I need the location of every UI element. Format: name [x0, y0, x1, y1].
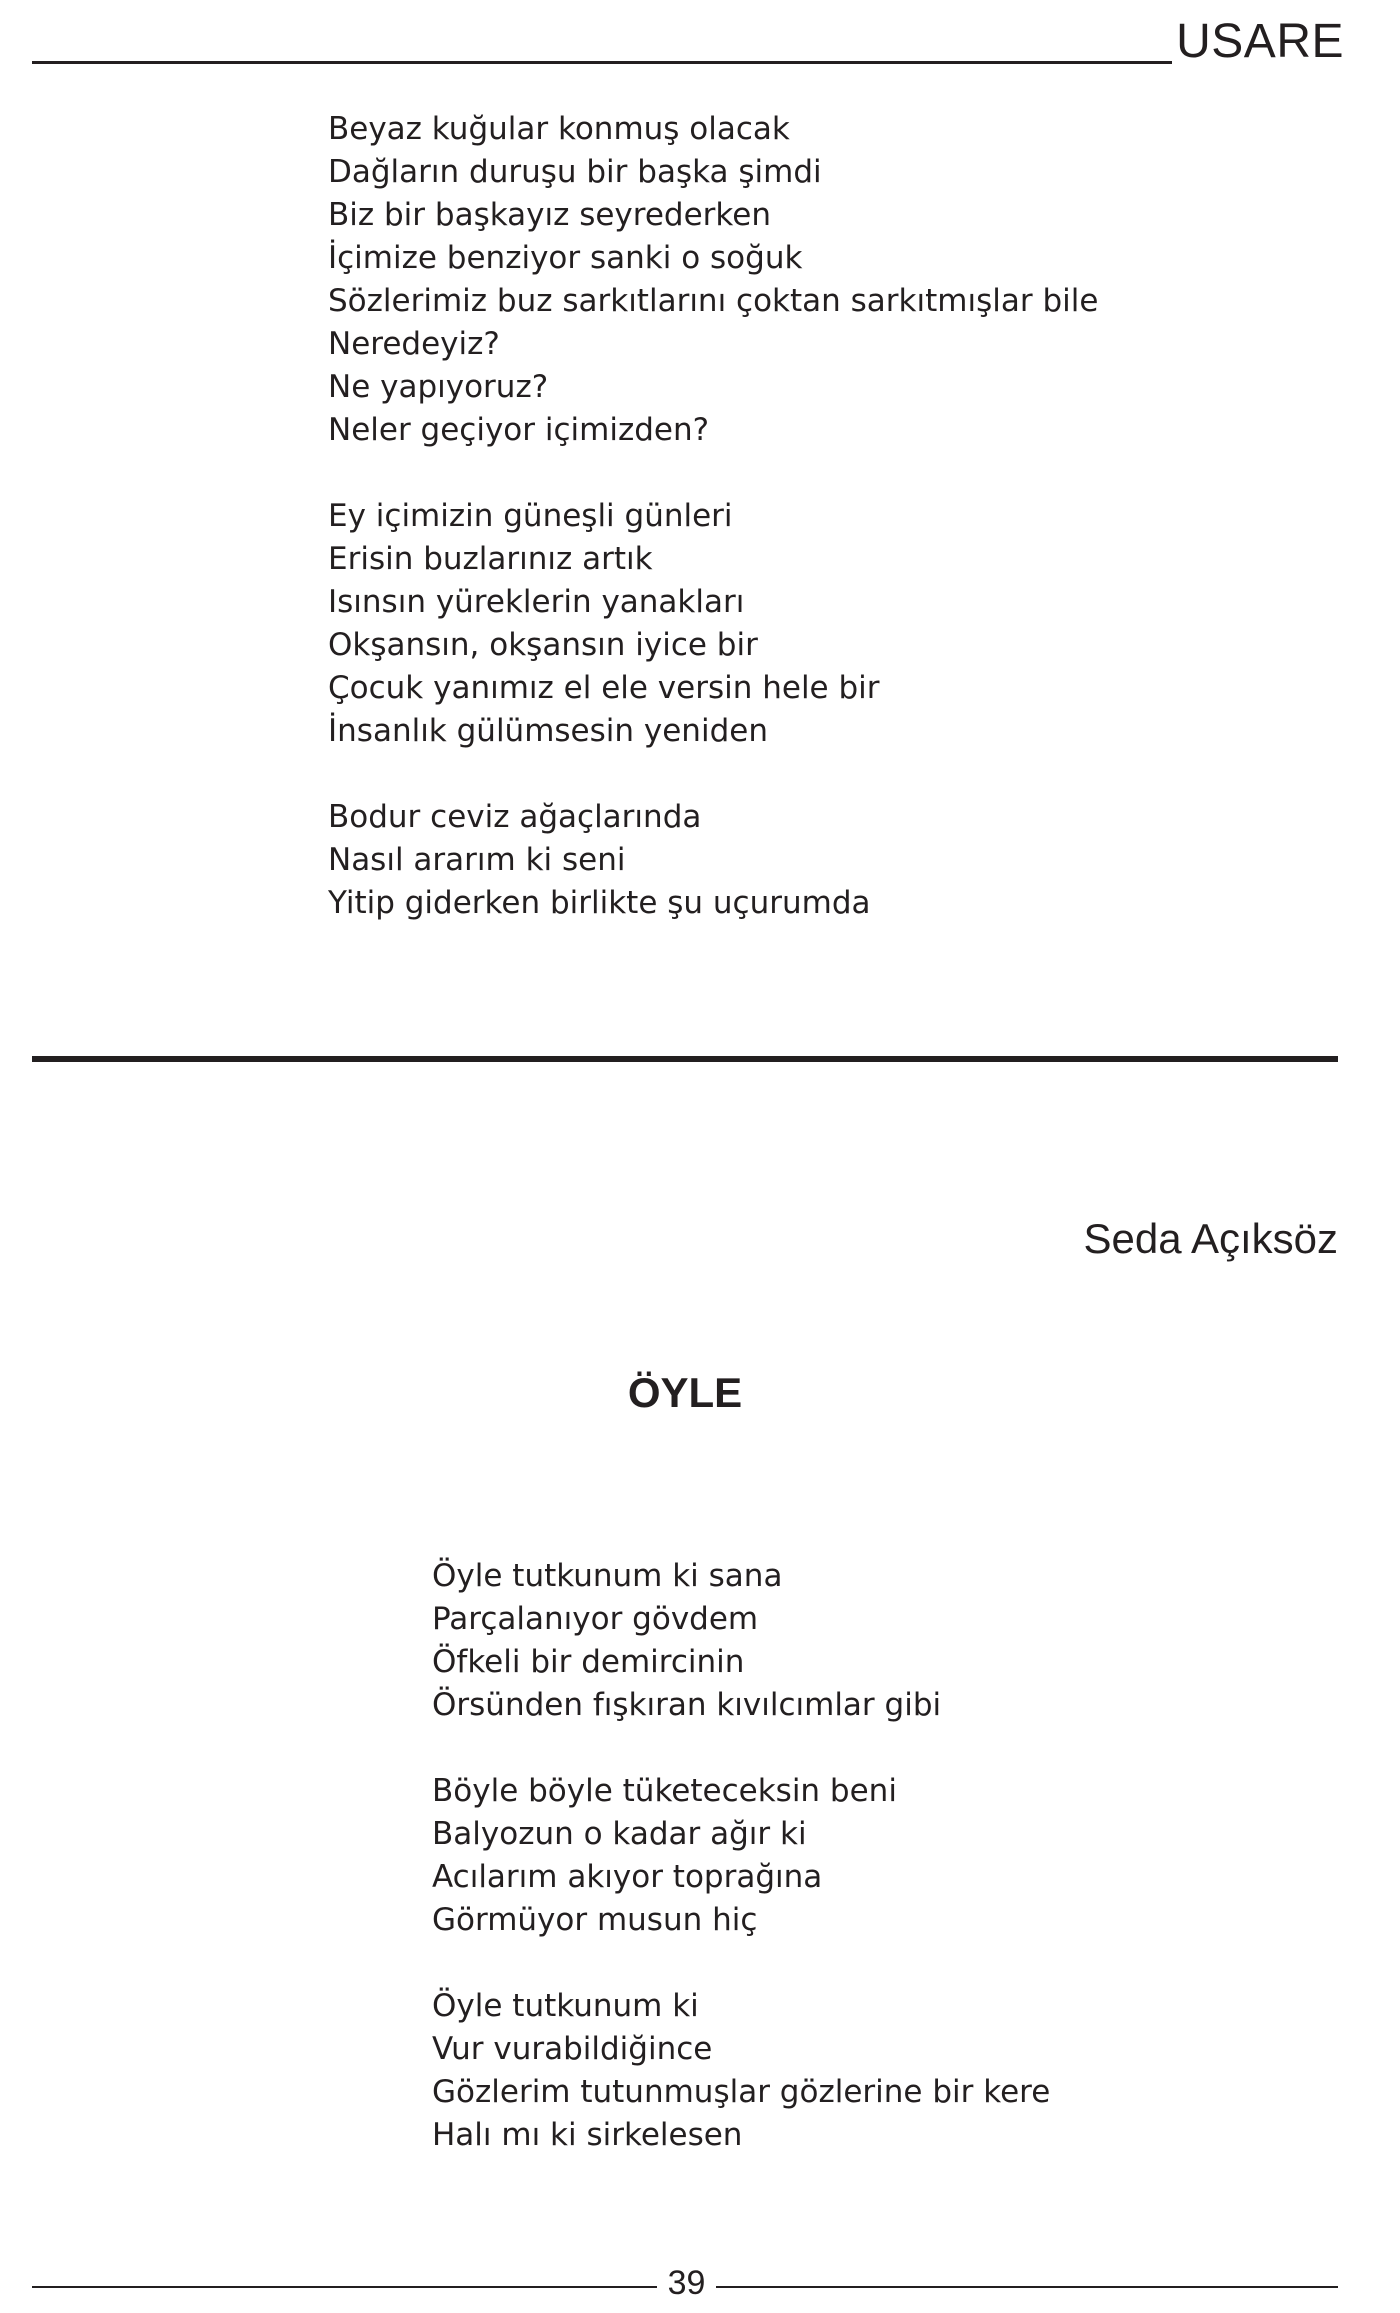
poem-line: Örsünden fışkıran kıvılcımlar gibi	[432, 1687, 942, 1723]
poem-line: Halı mı ki sirkelesen	[432, 2117, 743, 2153]
poem-line: Parçalanıyor gövdem	[432, 1601, 759, 1637]
poem-continuation	[328, 108, 1098, 925]
section-divider	[32, 1056, 1338, 1062]
poem-line: Ne yapıyoruz?	[328, 369, 549, 405]
poem-line: Nasıl ararım ki seni	[328, 842, 626, 878]
journal-title: USARE	[1176, 15, 1344, 68]
poem-line: Ey içimizin güneşli günleri	[328, 498, 733, 534]
poem-line: Gözlerim tutunmuşlar gözlerine bir kere	[432, 2074, 1051, 2110]
stanza	[432, 1985, 1050, 2157]
poem-line: Yitip giderken birlikte şu uçurumda	[328, 885, 871, 921]
poem-line: Balyozun o kadar ağır ki	[432, 1816, 807, 1852]
poem-line: Sözlerimiz buz sarkıtlarını çoktan sarkıtmışlar bile	[328, 283, 1099, 319]
poem-line: Beyaz kuğular konmuş olacak	[328, 111, 790, 147]
poem-line: Erisin buzlarınız artık	[328, 541, 653, 577]
poem-line: İnsanlık gülümsesin yeniden	[328, 713, 768, 749]
poem-line: Görmüyor musun hiç	[432, 1902, 758, 1938]
stanza	[328, 495, 1098, 753]
header-rule	[32, 61, 1172, 64]
stanza	[328, 796, 1098, 925]
poem-line: Biz bir başkayız seyrederken	[328, 197, 771, 233]
poem-line: Okşansın, okşansın iyice bir	[328, 627, 758, 663]
footer-rule-right	[716, 2286, 1338, 2288]
poem-line: Isınsın yüreklerin yanakları	[328, 584, 745, 620]
poem-line: Bodur ceviz ağaçlarında	[328, 799, 702, 835]
poem-line: Neredeyiz?	[328, 326, 500, 362]
poem-line: Çocuk yanımız el ele versin hele bir	[328, 670, 880, 706]
poem-line: Acılarım akıyor toprağına	[432, 1859, 823, 1895]
page-number: 39	[667, 2264, 706, 2302]
stanza	[432, 1770, 1050, 1942]
poem-body	[432, 1555, 1050, 2157]
poem-line: Öyle tutkunum ki	[432, 1988, 699, 2024]
poem-line: Neler geçiyor içimizden?	[328, 412, 710, 448]
poem-line: Vur vurabildiğince	[432, 2031, 713, 2067]
stanza	[328, 108, 1098, 452]
poem-line: Öyle tutkunum ki sana	[432, 1558, 783, 1594]
poem-author: Seda Açıksöz	[1083, 1215, 1338, 1262]
footer-rule-left	[32, 2286, 657, 2288]
poem-title: ÖYLE	[627, 1369, 743, 1416]
stanza	[432, 1555, 1050, 1727]
poem-line: İçimize benziyor sanki o soğuk	[328, 240, 803, 276]
poem-line: Dağların duruşu bir başka şimdi	[328, 154, 822, 190]
poem-line: Öfkeli bir demircinin	[432, 1644, 745, 1680]
poem-line: Böyle böyle tüketeceksin beni	[432, 1773, 897, 1809]
